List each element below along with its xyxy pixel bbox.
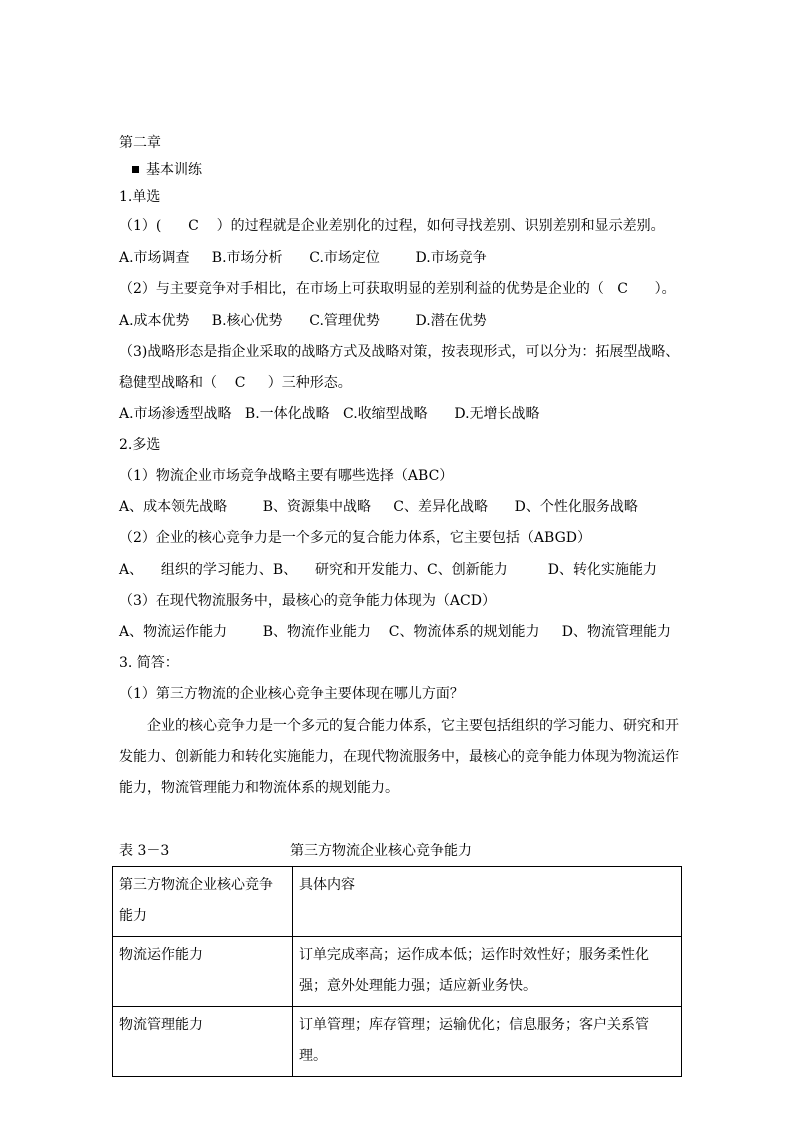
square-bullet-icon (132, 166, 139, 173)
chapter-title: 第二章 (119, 135, 161, 151)
competency-table (112, 866, 682, 1077)
table-header-row (113, 867, 682, 937)
single-choice-q3-line1: （3)战略形态是指企业采取的战略方式及战略对策，按表现形式，可以分为：拓展型战略、 (119, 344, 680, 360)
table-header-cell: 具体内容 (293, 867, 682, 937)
section-heading-text: 基本训练 (146, 162, 202, 178)
table-row (113, 1007, 682, 1077)
single-choice-q3-line2: 稳健型战略和（ C ）三种形态。 (119, 375, 352, 391)
multi-choice-q3-options: A、物流运作能力 B、物流作业能力 C、物流体系的规划能力 D、物流管理能力 (119, 624, 671, 640)
multi-choice-q2: （2）企业的核心竞争力是一个多元的复合能力体系，它主要包括（ABGD） (119, 530, 591, 546)
short-answer-label: 3. 简答： (119, 655, 179, 671)
table-cell-content: 订单管理；库存管理；运输优化；信息服务；客户关系管理。 (293, 1007, 682, 1077)
multi-choice-q1: （1）物流企业市场竞争战略主要有哪些选择（ABC） (119, 468, 454, 484)
short-answer-line1: 企业的核心竞争力是一个多元的复合能力体系，它主要包括组织的学习能力、研究和开 (147, 718, 679, 734)
multi-choice-q3: （3）在现代物流服务中，最核心的竞争能力体现为（ACD） (119, 593, 496, 609)
table-number: 表 3－3 (119, 843, 170, 859)
table-row (113, 937, 682, 1007)
table-header-cell: 第三方物流企业核心竞争能力 (113, 867, 293, 937)
single-choice-q1: （1）( C ）的过程就是企业差别化的过程，如何寻找差别、识别差别和显示差别。 (119, 218, 665, 234)
section-heading (132, 160, 202, 180)
table-cell-name: 物流管理能力 (113, 1007, 293, 1077)
table-cell-name: 物流运作能力 (113, 937, 293, 1007)
multi-choice-label: 2.多选 (119, 437, 161, 453)
multi-choice-q1-options: A、成本领先战略 B、资源集中战略 C、差异化战略 D、个性化服务战略 (119, 499, 638, 515)
single-choice-q2: （2）与主要竞争对手相比，在市场上可获取明显的差别利益的优势是企业的（ C ）。 (119, 281, 676, 297)
short-answer-line3: 能力，物流管理能力和物流体系的规划能力。 (119, 780, 399, 796)
single-choice-label: 1.单选 (119, 189, 161, 205)
multi-choice-q2-options: A、 组织的学习能力、B、 研究和开发能力、C、创新能力 D、转化实施能力 (119, 562, 657, 578)
short-answer-line2: 发能力、创新能力和转化实施能力，在现代物流服务中，最核心的竞争能力体现为物流运作 (119, 749, 679, 765)
single-choice-q1-options: A.市场调查 B.市场分析 C.市场定位 D.市场竞争 (119, 250, 487, 266)
short-answer-question: （1）第三方物流的企业核心竞争主要体现在哪儿方面？ (119, 686, 464, 702)
single-choice-q3-options: A.市场渗透型战略 B.一体化战略 C.收缩型战略 D.无增长战略 (119, 406, 540, 422)
table-cell-content: 订单完成率高；运作成本低；运作时效性好；服务柔性化强；意外处理能力强；适应新业务快。 (293, 937, 682, 1007)
table-caption: 第三方物流企业核心竞争能力 (290, 843, 472, 859)
single-choice-q2-options: A.成本优势 B.核心优势 C.管理优势 D.潜在优势 (119, 313, 487, 329)
